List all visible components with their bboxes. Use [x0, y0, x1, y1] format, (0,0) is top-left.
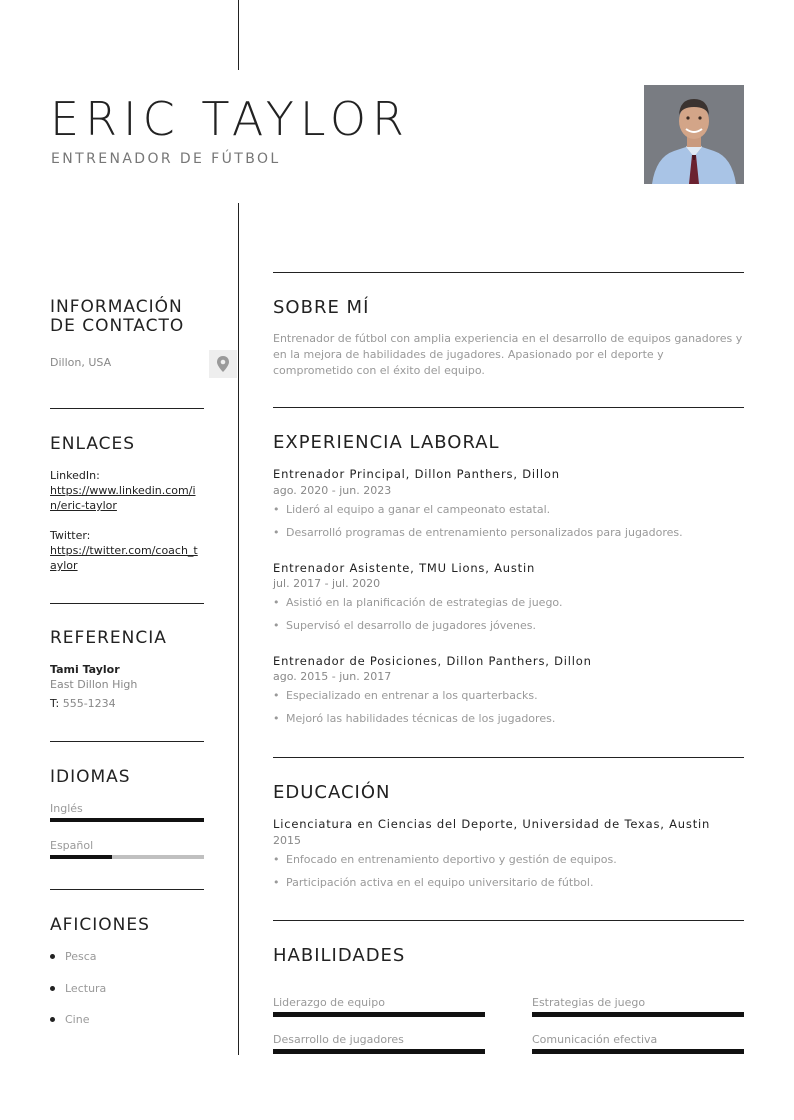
skill-level-fill [273, 1012, 485, 1017]
language-level-bar [50, 855, 204, 859]
section-divider [273, 272, 744, 273]
hobbies-heading: AFICIONES [50, 915, 150, 935]
section-divider [273, 757, 744, 758]
top-divider-line [238, 0, 239, 70]
profile-photo-image [644, 85, 744, 184]
skill-name: Estrategias de juego [532, 996, 646, 1009]
language-name: Español [50, 839, 94, 852]
hobby-label: Cine [65, 1013, 90, 1026]
skill-name: Liderazgo de equipo [273, 996, 385, 1009]
skill-level-bar [273, 1049, 485, 1054]
degree-year: 2015 [273, 834, 301, 847]
reference-name: Tami Taylor [50, 663, 120, 676]
sidebar-divider [50, 889, 204, 890]
skill-name: Desarrollo de jugadores [273, 1033, 404, 1046]
bullet-icon: • [273, 619, 280, 632]
education-heading: EDUCACIÓN [273, 782, 391, 803]
bullet-icon: • [273, 596, 280, 609]
job-bullet [273, 596, 562, 609]
linkedin-label: LinkedIn: [50, 469, 100, 482]
reference-phone-row [50, 697, 116, 710]
bullet-icon [50, 954, 55, 959]
job-dates: jul. 2017 - jul. 2020 [273, 577, 381, 590]
bullet-icon: • [273, 853, 280, 866]
bullet-icon: • [273, 876, 280, 889]
sidebar-divider [50, 408, 204, 409]
about-text: Entrenador de fútbol con amplia experiencia en el desarrollo de equipos ganadores y en la mejora de habilidades de jugadores. Apasionado por el deporte y comprometido con el éxito del equipo. [273, 332, 743, 377]
hobby-item [50, 1013, 89, 1026]
candidate-title: ENTRENADOR DE FÚTBOL [51, 151, 281, 167]
contact-location: Dillon, USA [50, 356, 112, 369]
skill-level-fill [273, 1049, 485, 1054]
language-level-bar [50, 818, 204, 822]
skill-level-fill [532, 1012, 744, 1017]
twitter-link[interactable]: https://twitter.com/coach_taylor [50, 544, 198, 572]
contact-heading [50, 298, 210, 336]
degree-title: Licenciatura en Ciencias del Deporte, Universidad de Texas, Austin [273, 817, 711, 831]
job-bullet-text: Especializado en entrenar a los quarterbacks. [286, 689, 538, 702]
profile-photo [644, 85, 744, 184]
education-bullet [273, 853, 617, 866]
language-level-fill [50, 855, 112, 859]
job-bullet-text: Mejoró las habilidades técnicas de los jugadores. [286, 712, 556, 725]
linkedin-link[interactable]: https://www.linkedin.com/in/eric-taylor [50, 484, 196, 512]
job-title: Entrenador Principal, Dillon Panthers, Dillon [273, 467, 560, 481]
job-bullet [273, 503, 550, 516]
job-dates: ago. 2015 - jun. 2017 [273, 670, 392, 683]
skills-heading: HABILIDADES [273, 945, 406, 966]
skill-level-bar [532, 1049, 744, 1054]
section-divider [273, 407, 744, 408]
sidebar-divider [50, 741, 204, 742]
reference-phone: 555-1234 [62, 697, 116, 710]
hobby-label: Pesca [65, 950, 97, 963]
twitter-label: Twitter: [50, 529, 91, 542]
column-divider-line [238, 203, 239, 1055]
reference-heading: REFERENCIA [50, 628, 167, 648]
skill-name: Comunicación efectiva [532, 1033, 658, 1046]
job-bullet [273, 619, 536, 632]
languages-heading: IDIOMAS [50, 767, 131, 787]
bullet-icon: • [273, 689, 280, 702]
skill-level-bar [532, 1012, 744, 1017]
links-heading: ENLACES [50, 434, 136, 454]
job-bullet-text: Asistió en la planificación de estrategias de juego. [286, 596, 563, 609]
contact-heading-line2: DE CONTACTO [50, 316, 185, 336]
bullet-icon: • [273, 712, 280, 725]
job-bullet-text: Desarrolló programas de entrenamiento personalizados para jugadores. [286, 526, 683, 539]
hobby-label: Lectura [65, 982, 107, 995]
sidebar-divider [50, 603, 204, 604]
bullet-icon [50, 1017, 55, 1022]
job-bullet-text: Supervisó el desarrollo de jugadores jóvenes. [286, 619, 536, 632]
education-bullet [273, 876, 593, 889]
bullet-icon: • [273, 503, 280, 516]
section-divider [273, 920, 744, 921]
hobby-item [50, 982, 106, 995]
hobby-item [50, 950, 97, 963]
job-title: Entrenador de Posiciones, Dillon Panthers, Dillon [273, 654, 592, 668]
map-pin-icon [209, 350, 237, 378]
about-heading: SOBRE MÍ [273, 297, 370, 318]
candidate-name: ERIC TAYLOR [50, 92, 411, 146]
reference-phone-label: T: [50, 697, 60, 710]
experience-heading: EXPERIENCIA LABORAL [273, 432, 500, 453]
job-bullet [273, 526, 683, 539]
bullet-icon [50, 986, 55, 991]
contact-heading-line1: INFORMACIÓN [50, 297, 183, 317]
skill-level-bar [273, 1012, 485, 1017]
language-name: Inglés [50, 802, 83, 815]
reference-organization: East Dillon High [50, 678, 138, 691]
job-bullet [273, 712, 555, 725]
education-bullet-text: Participación activa en el equipo universitario de fútbol. [286, 876, 594, 889]
language-level-fill [50, 818, 204, 822]
education-bullet-text: Enfocado en entrenamiento deportivo y gestión de equipos. [286, 853, 617, 866]
job-title: Entrenador Asistente, TMU Lions, Austin [273, 561, 536, 575]
job-bullet [273, 689, 538, 702]
bullet-icon: • [273, 526, 280, 539]
job-dates: ago. 2020 - jun. 2023 [273, 484, 392, 497]
job-bullet-text: Lideró al equipo a ganar el campeonato estatal. [286, 503, 551, 516]
skill-level-fill [532, 1049, 744, 1054]
